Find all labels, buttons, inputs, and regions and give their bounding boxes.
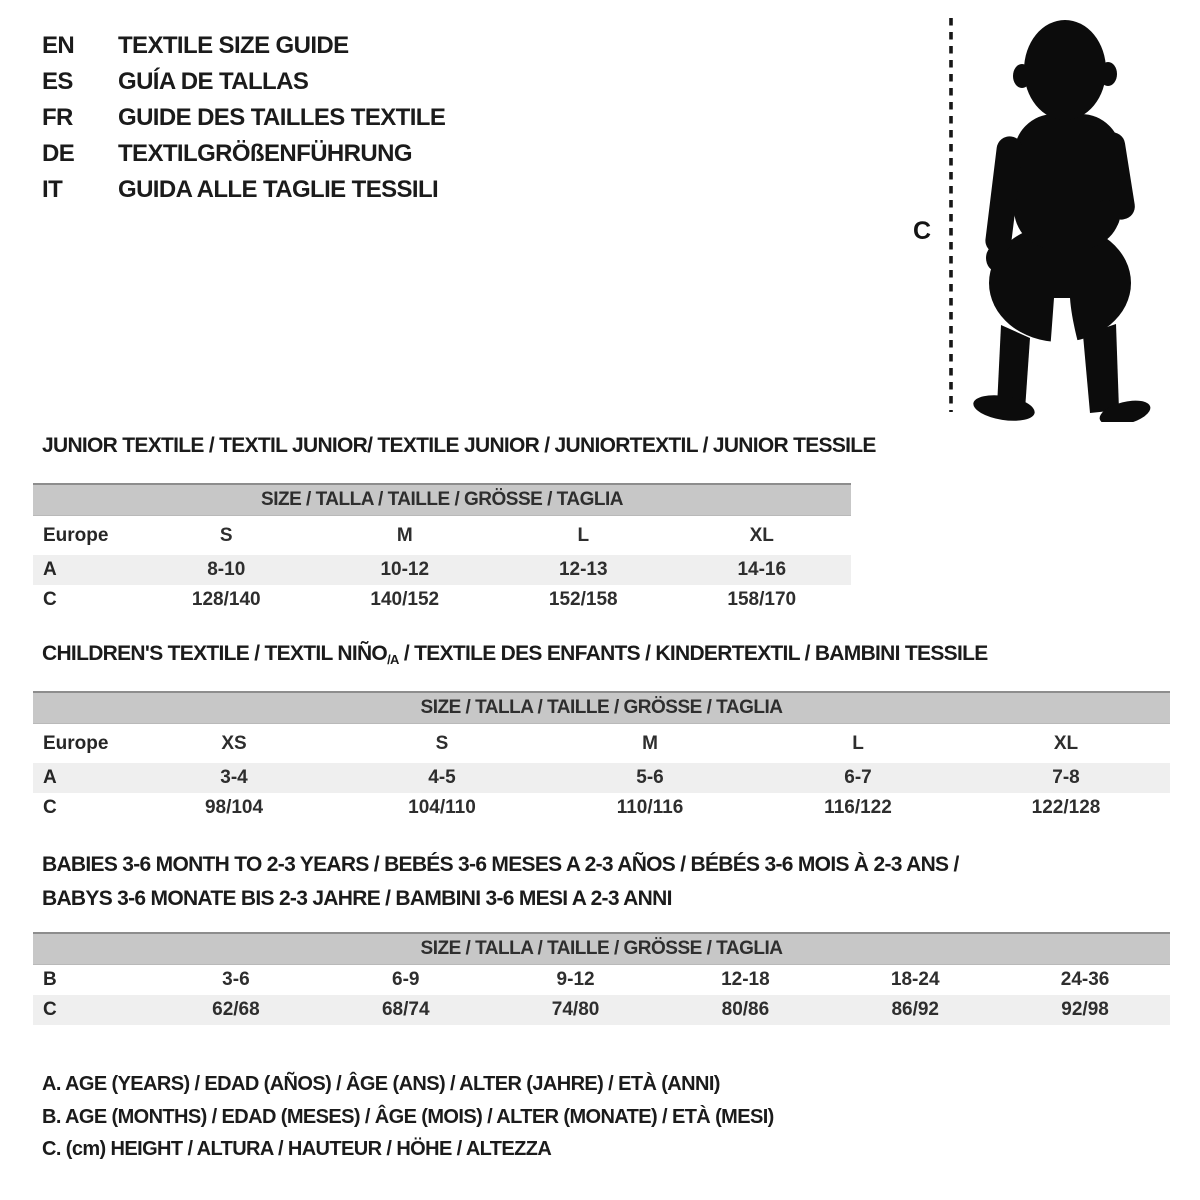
lang-row-es [42,64,445,100]
size-header-label: SIZE / TALLA / TAILLE / GRÖSSE / TAGLIA [33,933,1170,965]
size-cell: 74/80 [551,999,600,1020]
size-cell: 10-12 [380,559,430,580]
size-cell: 24-36 [1060,969,1110,990]
size-cell: XS [221,732,247,754]
size-cell: 158/170 [727,589,797,610]
size-cell: XL [749,524,774,546]
size-cell: 98/104 [204,797,264,818]
row-label: C [43,589,57,610]
size-cell: 14-16 [737,559,787,580]
size-cell: 6-7 [844,767,872,788]
table-row [33,516,851,556]
size-cell: 140/152 [370,589,440,610]
lang-row-en [42,28,445,64]
size-cell: L [852,732,864,754]
row-label: A [43,767,57,788]
row-label: B [43,969,57,990]
size-cell: XL [1053,732,1079,754]
table-row [33,995,1170,1025]
section-title-babies [42,848,959,916]
lang-title: TEXTILE SIZE GUIDE [118,32,349,59]
language-title-block [42,28,445,208]
size-cell: S [219,524,233,546]
babies-size-table [33,932,1170,1025]
babies-title-line-1: BABIES 3-6 MONTH TO 2-3 YEARS / BEBÉS 3-6 MESES A 2-3 AÑOS / BÉBÉS 3-6 MOIS À 2-3 ANS / [42,853,959,876]
size-cell: 3-4 [220,767,248,788]
babies-title-line-2: BABYS 3-6 MONATE BIS 2-3 JAHRE / BAMBINI 3-6 MESI A 2-3 ANNI [42,887,672,910]
lang-title: TEXTILGRÖßENFÜHRUNG [118,140,412,167]
size-header-row [33,933,1170,965]
size-cell: 122/128 [1031,797,1101,818]
children-size-table [33,691,1170,823]
size-cell: M [396,524,413,546]
lang-code: EN [42,32,75,59]
size-cell: 110/116 [616,797,684,818]
size-cell: 18-24 [890,969,940,990]
size-header-row [33,692,1170,724]
legend-line-c: C. (cm) HEIGHT / ALTURA / HAUTEUR / HÖHE / ALTEZZA [42,1138,552,1160]
size-cell: M [642,732,658,754]
height-measure-label: C [913,217,932,245]
toddler-silhouette-figure [935,10,1170,422]
lang-code: IT [42,176,63,203]
lang-title: GUIDA ALLE TAGLIE TESSILI [118,176,439,203]
size-cell: S [435,732,449,754]
size-cell: 92/98 [1061,999,1109,1020]
lang-title: GUÍA DE TALLAS [118,68,309,95]
lang-code: FR [42,104,73,131]
size-cell: 12-18 [721,969,770,990]
children-title-post: / TEXTILE DES ENFANTS / KINDERTEXTIL / BAMBINI TESSILE [398,642,988,665]
size-cell: 6-9 [392,969,420,990]
lang-code: ES [42,68,73,95]
baby-silhouette-shape [972,20,1153,422]
table-row [33,585,851,615]
table-row [33,724,1170,764]
table-row [33,965,1170,996]
junior-size-table [33,483,851,615]
size-cell: 62/68 [212,999,260,1020]
table-row [33,763,1170,793]
size-cell: 4-5 [428,767,456,788]
lang-title: GUIDE DES TAILLES TEXTILE [118,104,446,131]
size-header-row [33,484,851,516]
row-label: A [43,559,57,580]
size-cell: 152/158 [548,589,618,610]
legend-line-b: B. AGE (MONTHS) / EDAD (MESES) / ÂGE (MOIS) / ALTER (MONATE) / ETÀ (MESI) [42,1105,774,1128]
size-cell: 7-8 [1052,767,1080,788]
lang-row-de [42,136,445,172]
legend-line-a: A. AGE (YEARS) / EDAD (AÑOS) / ÂGE (ANS) / ALTER (JAHRE) / ETÀ (ANNI) [42,1073,720,1095]
size-cell: 12-13 [558,559,608,580]
table-row [33,793,1170,823]
lang-row-it [42,172,445,208]
measure-legend [42,1068,774,1166]
row-label: C [43,999,57,1020]
children-title-pre: CHILDREN'S TEXTILE / TEXTIL NIÑO [42,642,388,665]
size-cell: 80/86 [721,999,770,1020]
size-cell: 9-12 [556,969,595,990]
size-cell: 68/74 [381,999,430,1020]
row-label: Europe [43,732,109,754]
lang-row-fr [42,100,445,136]
section-title-junior: JUNIOR TEXTILE / TEXTIL JUNIOR/ TEXTILE JUNIOR / JUNIORTEXTIL / JUNIOR TESSILE [42,434,876,457]
size-cell: 116/122 [824,797,892,818]
lang-code: DE [42,140,75,167]
size-header-label: SIZE / TALLA / TAILLE / GRÖSSE / TAGLIA [33,692,1170,724]
size-cell: 8-10 [207,559,246,580]
size-cell: 128/140 [191,589,261,610]
size-cell: 3-6 [222,969,250,990]
size-cell: 104/110 [408,797,476,818]
table-row [33,555,851,585]
size-header-label: SIZE / TALLA / TAILLE / GRÖSSE / TAGLIA [33,484,851,516]
size-cell: L [577,524,590,546]
children-title-sub: /A [387,652,399,667]
row-label: Europe [43,524,109,546]
row-label: C [43,797,57,818]
size-cell: 5-6 [636,767,664,788]
section-title-children [42,642,988,667]
size-cell: 86/92 [891,999,939,1020]
